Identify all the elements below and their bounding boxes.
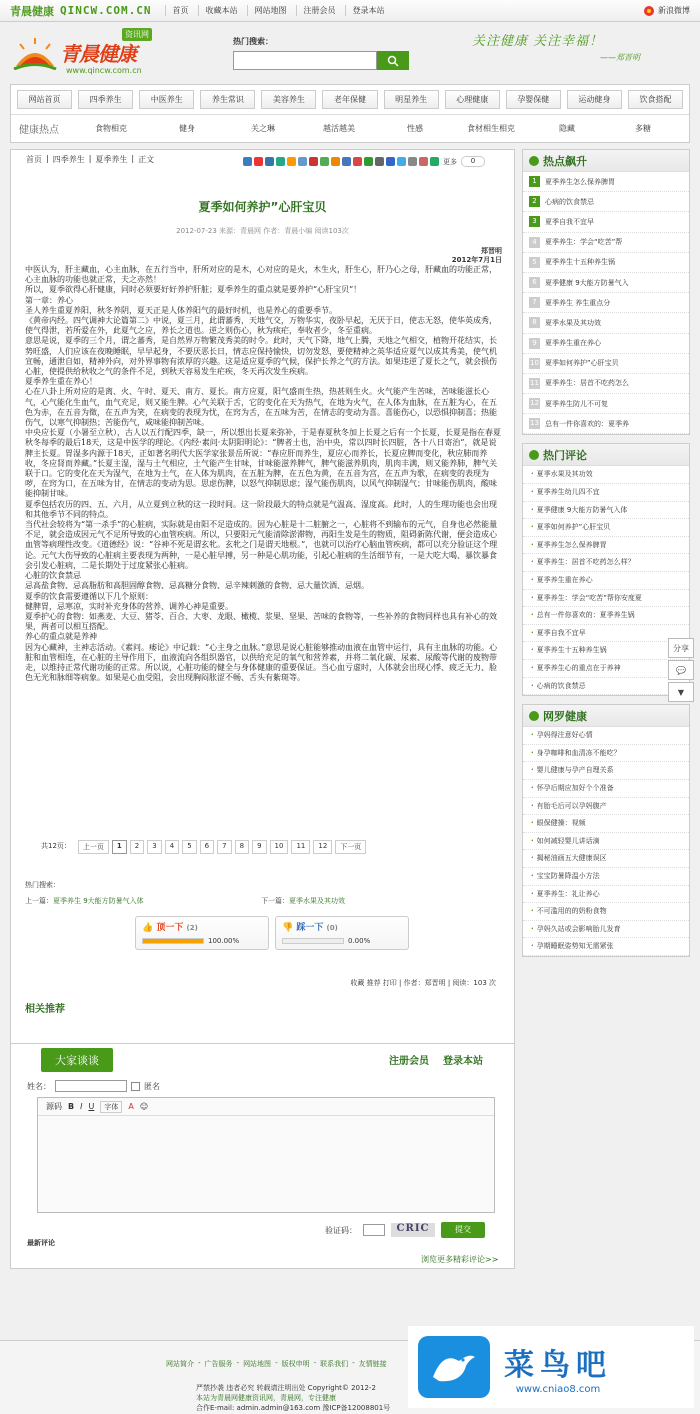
sidebar-list-item[interactable]: [523, 519, 689, 537]
sidebar-list-item[interactable]: [523, 607, 689, 625]
sidebar-list-link[interactable]: 有胎毛后可以孕妈腹产: [536, 801, 607, 810]
sidebar-list-item[interactable]: [523, 313, 689, 333]
sidebar-list-item[interactable]: [523, 833, 689, 851]
article-paragraph: 夏季养生重在养心！: [25, 377, 97, 387]
article-paragraph: 圣人养生重夏养阳，秋冬养阴，夏天正是人体养阳气的最好时机，也是养心的重要季节。: [25, 305, 337, 315]
nav-item-maternity[interactable]: 孕婴保健: [506, 90, 561, 109]
nav-item-seasons[interactable]: 四季养生: [78, 90, 133, 109]
share-kaixin-icon[interactable]: [287, 157, 296, 166]
float-comment-button[interactable]: [668, 660, 694, 680]
sidebar-list-item[interactable]: [523, 590, 689, 608]
sidebar-list-item[interactable]: [523, 293, 689, 313]
hot-comments-list: [523, 466, 689, 695]
nav-item-sports[interactable]: 运动健身: [567, 90, 622, 109]
nav-item-mental[interactable]: 心理健康: [445, 90, 500, 109]
sidebar-list-link[interactable]: 夏季养生心的重点在于养神: [536, 663, 621, 672]
sidebar-list-link[interactable]: 夏季如何养护”心肝宝贝: [545, 359, 619, 368]
editor-toolbar: [38, 1098, 494, 1116]
share-email-icon[interactable]: [375, 157, 384, 166]
vote-down-percent: 0.00%: [348, 937, 371, 945]
search-icon: [387, 55, 399, 67]
comment-editor[interactable]: [37, 1097, 495, 1213]
rank-number: 4: [529, 237, 540, 248]
rank-number: 10: [530, 358, 539, 367]
sidebar-list-item[interactable]: [523, 660, 689, 678]
comment-section-title: 大家谈谈: [41, 1048, 113, 1072]
login-link[interactable]: 登录本站: [443, 1056, 483, 1067]
page-link[interactable]: 6: [200, 840, 214, 854]
article-body: [25, 265, 503, 683]
top-link-register[interactable]: 注册会员: [296, 5, 341, 16]
site-url[interactable]: QINCW.COM.CN: [60, 4, 152, 17]
sidebar-list-link[interactable]: 孕期睡眠姿势知无需紧张: [536, 942, 614, 951]
slogan: 关注健康 关注幸福！: [472, 34, 604, 49]
nav-item-elderly[interactable]: 老年保健: [322, 90, 377, 109]
sidebar-list-link[interactable]: 宝宝防暑降温小方法: [536, 871, 600, 880]
breadcrumb-separator: |: [131, 154, 135, 163]
prev-article-link[interactable]: 夏季养生 9大能方防暑气入体: [53, 897, 144, 905]
page-total: 共12页：: [41, 842, 71, 850]
thumbs-up-icon: 👍: [142, 923, 154, 933]
rank-number: 9: [529, 338, 540, 349]
sidebar-list-item[interactable]: [523, 625, 689, 643]
breadcrumb-summer[interactable]: 夏季养生: [95, 155, 128, 164]
thumbs-down-icon: 👎: [282, 923, 294, 933]
sidebar-list-link[interactable]: 夏季健康 9大能方防暑气入体: [536, 505, 628, 514]
sidebar-list-item[interactable]: [523, 374, 689, 394]
sidebar-list-link[interactable]: 夏季自我不宜早: [536, 628, 586, 637]
vote-down-label: 踩一下: [296, 923, 324, 933]
hot-topic-link[interactable]: 食材相生相克: [467, 124, 515, 133]
article-date: 2012年7月1日: [451, 256, 502, 264]
weibo-label: 新浪微博: [658, 6, 690, 15]
bird-logo-icon: [418, 1336, 490, 1398]
float-top-button[interactable]: [668, 682, 694, 702]
article-meta: 2012-07-23 来源：青晨网 作者：青晨小编 阅读103次: [176, 227, 349, 235]
article-paragraph: 因为心藏神，主神志活动。《素问。痿论》中记载：“心主身之血脉。”意思是说心脏能够推动血液在血管中运行，具有主血脉的功能。心脏和血管相连，在心脏的主导作用下，血液流向各组织器官，以供给充足的氧气和营养素，并将二氧化碳、尿素、尿酸等代谢的废物带走，以维持正常代谢功能的正常。所以说，心脏功能的健全与身体健康的重要保证。当心血亏虚时，人体就会出现心悸、疲乏无力、脸色无光和脉细等病象。如果是心血受阻，会出现胸闷胀涩不畅、舌头有紫斑等。: [25, 642, 498, 683]
sidebar-list-item[interactable]: [523, 484, 689, 502]
share-renren-icon[interactable]: [276, 157, 285, 166]
sidebar-list-link[interactable]: 怀孕后期应加好个个准备: [536, 783, 614, 792]
article-paragraph: 健脾胃，忌寒凉，实时补充身体的营养、调养心神是重要。: [25, 601, 233, 611]
breadcrumb: [26, 154, 154, 165]
share-favorite-icon[interactable]: [419, 157, 428, 166]
trend-icon: [529, 156, 539, 166]
sidebar-list-link[interactable]: 夏季养生重在养心: [545, 339, 601, 348]
share-plus-icon[interactable]: [430, 157, 439, 166]
copyright-line: 严禁抄袭 违者必究 转载请注明出处 Copyright© 2012-2: [196, 1384, 376, 1392]
net-health-title: 网罗健康: [543, 709, 587, 723]
page-link[interactable]: 10: [270, 840, 289, 854]
slogan-author: ——郑晋明: [600, 53, 640, 62]
share-sohu-icon[interactable]: [320, 157, 329, 166]
article-paragraph: 夏季的饮食需要遵循以下几个原则：: [25, 591, 153, 601]
sidebar-list-item[interactable]: [523, 537, 689, 555]
net-health-list: [523, 727, 689, 956]
sidebar-list-link[interactable]: 夏季健康 9大能方防暑气入: [545, 278, 629, 287]
sidebar-list-item[interactable]: [523, 815, 689, 833]
article-paragraph: 忌高盐食物、忌高脂肪和高胆固醇食物、忌高糖分食物、忌辛辣刺激的食物、忌大量饮酒、忌烟。: [25, 581, 369, 591]
footer-link[interactable]: 广告服务: [204, 1360, 233, 1368]
site-logo[interactable]: [12, 28, 172, 80]
hot-topic-link[interactable]: 食物相克: [95, 124, 127, 133]
watermark-url: www.cniao8.com: [515, 1383, 601, 1395]
sidebar-list-link[interactable]: 夏季养生十五种养生锅: [545, 258, 615, 267]
sidebar-list-link[interactable]: 夏季养生：居首不吃药怎么: [545, 379, 629, 388]
weibo-icon: [644, 6, 654, 16]
footer-link[interactable]: 版权申明: [281, 1360, 310, 1368]
vote-down-count: (0): [326, 924, 338, 932]
sidebar-list-link[interactable]: 夏季养生十五种养生锅: [536, 646, 607, 655]
sidebar-list-link[interactable]: 夏季水果及其功效: [545, 318, 601, 327]
sidebar-list-link[interactable]: 夏季自我不宜早: [545, 217, 594, 226]
vote-up-fill: [143, 939, 203, 943]
rank-number: 3: [529, 216, 540, 227]
sidebar-list-link[interactable]: 夏季养生：礼让养心: [536, 889, 600, 898]
sidebar-list-link[interactable]: 夏季养生防儿不可复: [545, 399, 608, 408]
sidebar-list-link[interactable]: 夏季如何养护”心肝宝贝: [536, 523, 611, 532]
logo-url: www.qincw.com.cn: [66, 66, 142, 75]
sidebar-list-item[interactable]: [523, 192, 689, 212]
vote-up-button[interactable]: [135, 916, 269, 950]
search-label: 热门搜索：: [233, 37, 273, 46]
rank-number: 5: [529, 257, 540, 268]
article-paragraph: 心在八卦上所对应的是离、火、午时、夏天、南方、夏长。南方应夏，阳气盛而生热，热甚则生火。火气能产生苦味，苦味能滋长心气，心气能化生血气，血气充足，则又能生脾。心气关联于舌，它的变化在天为热气，在地为火气，在人体为血脉，在五脏为心，在五色为赤，在五音为徵，在五声为笑，在病变的表现为忧，在窍为舌，在五味为苦，在情志的变动为喜。喜能伤心，以恐惧抑制喜；热能伤气，以寒气抑制热；苦能伤气，咸味能抑制苦味。: [25, 387, 497, 428]
article-title: 夏季如何养护”心肝宝贝: [198, 200, 327, 214]
nav-item-home[interactable]: 网站首页: [17, 90, 72, 109]
contact-line: 合作E-mail: admin.admin@163.com 豫ICP备12008801号: [196, 1404, 391, 1412]
page-link[interactable]: 3: [147, 840, 161, 854]
share-tqq-icon[interactable]: [265, 157, 274, 166]
more-comments-link[interactable]: 浏览更多精彩评论>>: [421, 1255, 499, 1264]
sidebar-list-link[interactable]: 心病的饮食禁忌: [536, 681, 586, 690]
hot-topic-link[interactable]: 多糖: [635, 124, 651, 133]
arrow-down-icon: ▼: [677, 687, 685, 697]
sidebar-list-link[interactable]: 孕妈得注意好心情: [536, 731, 593, 740]
rank-number: 12: [530, 399, 539, 408]
hot-topic-link[interactable]: 隐藏: [559, 124, 575, 133]
top-link-home[interactable]: 首页: [165, 5, 194, 16]
rank-number: 8: [529, 317, 540, 328]
top-links: [165, 5, 390, 16]
next-article-link[interactable]: 夏季水果及其功效: [289, 897, 345, 905]
hot-rising-box: [522, 149, 690, 435]
sidebar-list-item[interactable]: [523, 554, 689, 572]
submit-comment-button[interactable]: 提交: [441, 1222, 485, 1238]
share-qzone-icon[interactable]: [243, 157, 252, 166]
bold-button[interactable]: B: [68, 1102, 75, 1111]
vote-up-label: 顶一下: [156, 923, 184, 933]
comment-panel: [10, 1043, 515, 1269]
vote-up-percent: 100.00%: [208, 937, 240, 945]
hot-comments-title: 热门评论: [543, 448, 587, 462]
top-link-sitemap[interactable]: 网站地图: [247, 5, 292, 16]
search-input[interactable]: [233, 51, 377, 70]
hot-topic-link[interactable]: 关之琳: [251, 124, 275, 133]
page-link[interactable]: 5: [182, 840, 196, 854]
sidebar-list-link[interactable]: 总有一件你喜欢的：夏季养生锅: [536, 611, 635, 620]
anonymous-checkbox[interactable]: [131, 1082, 140, 1091]
sidebar-list-item[interactable]: [523, 502, 689, 520]
hot-rising-title: 热点飙升: [543, 154, 587, 168]
vote-down-track: [282, 938, 344, 944]
sidebar-list-item[interactable]: [523, 780, 689, 798]
article-paragraph: 中央应长夏（小暑至立秋），古人以五行配四季，缺一，所以想出长夏来弥补，于是春夏秋冬加上长夏之后有一个长夏，长夏是指在春夏秋冬每季的最后18天，这是中医学的理论。《内经·素问·太阴阳明论》：“脾者土也，治中央，常以四时长四脏，各十八日寄治”，就是说脾主长夏。胃湿多内源于18天，正如著名明代大医学家张景岳所说：“春应肝而养生，夏应心而养长，长夏应脾而变化，秋应肺而养收，冬应肾而养藏。”长夏主湿，湿与土气相应，土气能产生甘味，甘味能滋养脾气，脾气能滋养肌肉，肌肉丰满，则又能养肺，脾气关联于口。它的变化在天为湿气，在地为土气，在人体为肌肉，在五脏为脾，在五色为黄，在五音为宫，在五声为歌，在病变的表现为哕，在窍为口，在五味为甘，在情志的变动为思。思虑伤脾，以怒气抑制思虑；湿气能伤肌肉，以风气抑制湿气；甘味能伤肌肉，酸味能抑制甘味。: [25, 428, 501, 499]
vote-up-count: (2): [186, 924, 198, 932]
hot-topics-title: 健康热点: [19, 125, 59, 136]
share-qq-icon[interactable]: [342, 157, 351, 166]
next-label: 下一篇：: [261, 897, 289, 905]
sidebar-list-item[interactable]: [523, 394, 689, 414]
share-douban-icon[interactable]: [298, 157, 307, 166]
latest-comments-label: 最新评论: [27, 1239, 55, 1247]
sidebar-list-item[interactable]: [523, 354, 689, 374]
share-print-icon[interactable]: [408, 157, 417, 166]
sidebar-list-link[interactable]: 夏季养生怎么保养脾胃: [536, 540, 607, 549]
register-link[interactable]: 注册会员: [389, 1056, 429, 1067]
sidebar-list-item[interactable]: [523, 172, 689, 192]
nav-item-common[interactable]: 养生常识: [200, 90, 255, 109]
anonymous-label: 匿名: [144, 1081, 160, 1091]
article-subheading: 心脏的饮食禁忌: [25, 571, 81, 581]
weibo-link[interactable]: [644, 5, 690, 16]
logo-badge: 资讯网: [122, 28, 152, 41]
navigation: [10, 84, 690, 143]
top-bar: [0, 0, 700, 22]
site-name[interactable]: 青晨健康: [10, 4, 54, 18]
font-select[interactable]: 字体: [100, 1101, 122, 1113]
sidebar-list-item[interactable]: [523, 868, 689, 886]
page-link[interactable]: 1: [112, 840, 127, 854]
hot-topic-link[interactable]: 健身: [179, 124, 195, 133]
main-nav: [11, 85, 689, 115]
sidebar-list-item[interactable]: [523, 414, 689, 434]
hot-rising-list: [523, 172, 689, 434]
footer-link[interactable]: 友情链接: [358, 1360, 387, 1368]
footer-link[interactable]: 联系我们: [320, 1360, 349, 1368]
share-netease-icon[interactable]: [309, 157, 318, 166]
sidebar: [522, 149, 690, 965]
verify-label: 验证码：: [325, 1225, 357, 1235]
italic-button[interactable]: I: [80, 1102, 83, 1111]
captcha-input[interactable]: [363, 1224, 385, 1236]
header: [0, 22, 700, 84]
float-share-label: 分享: [673, 643, 689, 653]
sidebar-list-item[interactable]: [523, 233, 689, 253]
sidebar-list-item[interactable]: [523, 762, 689, 780]
article-paragraph: 意思是说，夏季的三个月，谓之蕃秀，是自然界万物繁茂秀美的时令。此时，天气下降，地气上腾，天地之气相交，植物开花结实，长势旺盛，人们应该在夜晚睡眠，早早起身，不要厌恶长日，情志应保持愉快，切勿发怒，要使精神之英华适应夏气以成其秀美，使气机宣畅，通泄自如，精神外向，对外界事物有浓厚的兴趣。这是适应夏季的气候，保护长养之气的方法。如果违逆了夏长之气，就会损伤心脏，使提供给秋收之气的条件不足，到秋天容易发生疟疾，冬天再次发生疾病。: [25, 336, 497, 377]
footer-link[interactable]: 网站地图: [243, 1360, 272, 1368]
nav-item-diet[interactable]: 饮食搭配: [628, 90, 683, 109]
article-paragraph: 夏季包括农历的四、五、六月，从立夏到立秋的这一段时间。这一阶段最大的特点就是气温高、湿度高。此时，人的生理功能也会出现和其他季节不同的特点。: [25, 499, 497, 519]
pagination: [37, 840, 366, 854]
article-subheading: 养心的重点就是养神: [25, 632, 97, 642]
breadcrumb-seasons[interactable]: 四季养生: [52, 155, 85, 164]
logo-name: 青晨健康: [60, 42, 136, 66]
page-link[interactable]: 8: [235, 840, 249, 854]
article-paragraph: 当代社会较将为“第一杀手”的心脏病，实际就是由阳不足造成的。因为心脏是十二脏腑之一，心脏将不到输布的元气，自身也必然能量不足，就会造成因元气不足所导致的心血管疾病。所以，只要阳元气能清除淤滞物，再阳生发是生的物质，阻碍新陈代谢，便会造成心血管等病理性改变。《道德经》说：“谷神不死是谓玄牝。玄牝之门是谓天地根。”，也就可以治疗心脑血管疾病，都可以充分验证这个理论。元气大伤导致的心脏病主要表现为两种，一是心脏早搏，另一种是心肌功能，引起心脏病的生活细节有，一是大吃大喝、暴饮暴食会引发心脏病，二是长期处于过度紧张心脏病。: [25, 520, 498, 570]
hot-topics-nav: [11, 115, 689, 142]
sidebar-list-link[interactable]: 夏季养生幼儿四不宜: [536, 488, 600, 497]
sidebar-list-item[interactable]: [523, 903, 689, 921]
sidebar-list-link[interactable]: 夏季养生：学会“吃苦”帮你安度夏: [536, 593, 642, 602]
net-icon: [529, 711, 539, 721]
sidebar-list-link[interactable]: 夏季养生：学会“吃苦”帮: [545, 238, 623, 247]
article-paragraph: 所以，夏季欲得心肝健康，同时必须要好好养护肝脏；夏季养生的重点就是要养护“心肝宝贝”！: [25, 285, 362, 295]
hot-topic-link[interactable]: 性感: [407, 124, 423, 133]
page-next[interactable]: 下一页: [335, 840, 366, 854]
share-weibo-icon[interactable]: [254, 157, 263, 166]
share-facebook-icon[interactable]: [386, 157, 395, 166]
share-bar: [243, 156, 485, 167]
chat-bubble-icon: 💬: [676, 665, 686, 675]
hot-search-label: 热门搜索：: [25, 881, 60, 889]
search-area: [233, 36, 409, 78]
sidebar-list-item[interactable]: [523, 253, 689, 273]
emoticon-button[interactable]: ☺: [139, 1102, 149, 1111]
sidebar-list-link[interactable]: 总有一件你喜欢的：夏季养: [545, 419, 629, 428]
sidebar-list-item[interactable]: [523, 886, 689, 904]
sidebar-list-item[interactable]: [523, 745, 689, 763]
hot-comments-box: [522, 443, 690, 696]
page-link[interactable]: 2: [130, 840, 144, 854]
rank-number: 6: [529, 277, 540, 288]
nav-item-stars[interactable]: 明星养生: [384, 90, 439, 109]
page-link[interactable]: 7: [217, 840, 231, 854]
page-link[interactable]: 12: [313, 840, 332, 854]
rank-number: 13: [530, 419, 539, 428]
rank-number: 7: [529, 297, 540, 308]
float-share-button[interactable]: [668, 638, 694, 658]
article-panel: [10, 149, 515, 1173]
breadcrumb-separator: |: [88, 154, 92, 163]
related-title: 相关推荐: [25, 1004, 65, 1015]
search-button[interactable]: [377, 51, 409, 70]
nav-item-tcm[interactable]: 中医养生: [139, 90, 194, 109]
article-paragraph: 中医认为，肝主藏血，心主血脉，在五行当中，肝所对应的是木，心对应的是火，木生火，肝生心，肝乃心之母，肝藏血的功能正常，心主血脉的功能也就正常，夫之亦然！: [25, 265, 497, 285]
sidebar-list-link[interactable]: 揭秘油画五大健康误区: [536, 854, 607, 863]
sidebar-list-link[interactable]: 孕妈久站或会影响胎儿发育: [536, 924, 621, 933]
prev-label: 上一篇：: [25, 897, 53, 905]
share-fetion-icon[interactable]: [353, 157, 362, 166]
nav-item-beauty[interactable]: 美容养生: [261, 90, 316, 109]
sidebar-list-item[interactable]: [523, 466, 689, 484]
share-count: 0: [461, 156, 485, 167]
page-link[interactable]: 4: [165, 840, 179, 854]
article-paragraph: 夏季护心的食物：如燕麦、大豆、猪苓、百合、大枣、龙眼、橄榄、浆果、坚果、苦味的食物等，一些补养的食物同样也具有补心的效果，两者可以相互搭配。: [25, 611, 497, 632]
watermark: [408, 1326, 694, 1408]
top-link-favorite[interactable]: 收藏本站: [198, 5, 243, 16]
article-subheading: 第一章：养心: [25, 295, 73, 305]
sidebar-list-item[interactable]: [523, 572, 689, 590]
footer-links: 网站简介 - 广告服务 - 网站地图 - 版权申明 - 联系我们 - 友情链接: [166, 1359, 387, 1368]
sidebar-list-item[interactable]: [523, 798, 689, 816]
breadcrumb-current: 正文: [138, 155, 155, 164]
sidebar-list-item[interactable]: [523, 921, 689, 939]
page-link[interactable]: 9: [252, 840, 266, 854]
breadcrumb-separator: |: [46, 154, 49, 163]
sidebar-list-item[interactable]: [523, 678, 689, 696]
sidebar-list-link[interactable]: 身孕咖啡和血清冻不能吃？: [536, 748, 621, 757]
top-link-login[interactable]: 登录本站: [345, 5, 390, 16]
article-author: 郑晋明: [481, 247, 502, 255]
sidebar-list-link[interactable]: 夏季水果及其功效: [536, 470, 593, 479]
source-button[interactable]: 源码: [46, 1102, 62, 1111]
rank-number: 2: [529, 196, 540, 207]
rank-number: 11: [530, 378, 539, 387]
underline-button[interactable]: U: [88, 1102, 95, 1111]
sidebar-list-item[interactable]: [523, 850, 689, 868]
share-more[interactable]: 更多: [443, 157, 457, 166]
footer-link[interactable]: 网站简介: [166, 1360, 194, 1368]
captcha-image[interactable]: CRIC: [391, 1223, 435, 1237]
sun-logo-icon: [12, 36, 58, 70]
page-link[interactable]: 11: [291, 840, 310, 854]
sidebar-list-link[interactable]: 夏季养生 养生重点分: [545, 298, 611, 307]
sidebar-list-link[interactable]: 如何减轻婴儿讲话滴: [536, 836, 600, 845]
page-prev[interactable]: 上一页: [78, 840, 109, 854]
sidebar-list-item[interactable]: [523, 212, 689, 232]
watermark-text: 菜鸟吧: [504, 1347, 612, 1383]
sidebar-list-link[interactable]: 夏季养生重在养心: [536, 576, 593, 584]
article-paragraph: 《黄帝内经。四气调神大论篇第二》中说，夏三月，此谓蕃秀，天地气交，万物华实，夜卧早起，无厌于日，使志无怒，使华英成秀，使气得泄，若所爱在外，此夏气之应，养长之道也。逆之则伤心，秋为痎疟，奉收者少，冬至重病。: [25, 316, 497, 336]
comment-icon: [529, 450, 539, 460]
sidebar-list-link[interactable]: 心病的饮食禁忌: [545, 197, 594, 206]
share-wechat-icon[interactable]: [364, 157, 373, 166]
sidebar-list-item[interactable]: [523, 938, 689, 956]
breadcrumb-home[interactable]: 首页: [26, 155, 42, 164]
sidebar-list-item[interactable]: [523, 273, 689, 293]
hot-topic-link[interactable]: 越活越美: [323, 124, 355, 133]
sidebar-list-item[interactable]: [523, 727, 689, 745]
prev-next-links: [25, 896, 503, 906]
sidebar-list-link[interactable]: 婴儿健康与孕产自理关系: [536, 766, 614, 775]
share-baidu-icon[interactable]: [331, 157, 340, 166]
site-description-line: 本站为青晨网健康资讯网，青晨网，专注健康: [196, 1394, 336, 1402]
sidebar-list-link[interactable]: 不可滥用的的奶粉食物: [536, 907, 607, 916]
sidebar-list-link[interactable]: 夏季养生怎么保养脾胃: [545, 177, 615, 186]
net-health-box: [522, 704, 690, 957]
rank-number: 1: [529, 176, 540, 187]
name-input[interactable]: [55, 1080, 127, 1092]
article-actions[interactable]: 收藏 推荐 打印 | 作者：郑晋明 | 阅读：103 次: [350, 979, 496, 987]
sidebar-list-item[interactable]: [523, 334, 689, 354]
vote-up-track: [142, 938, 204, 944]
name-label: 姓名：: [27, 1081, 51, 1091]
share-twitter-icon[interactable]: [397, 157, 406, 166]
sidebar-list-link[interactable]: 夏季养生：居首不吃药怎么样？: [536, 558, 635, 567]
font-color-button[interactable]: A: [128, 1102, 134, 1111]
sidebar-list-item[interactable]: [523, 642, 689, 660]
vote-down-button[interactable]: [275, 916, 409, 950]
sidebar-list-link[interactable]: 眼保健操：视频: [536, 819, 586, 828]
